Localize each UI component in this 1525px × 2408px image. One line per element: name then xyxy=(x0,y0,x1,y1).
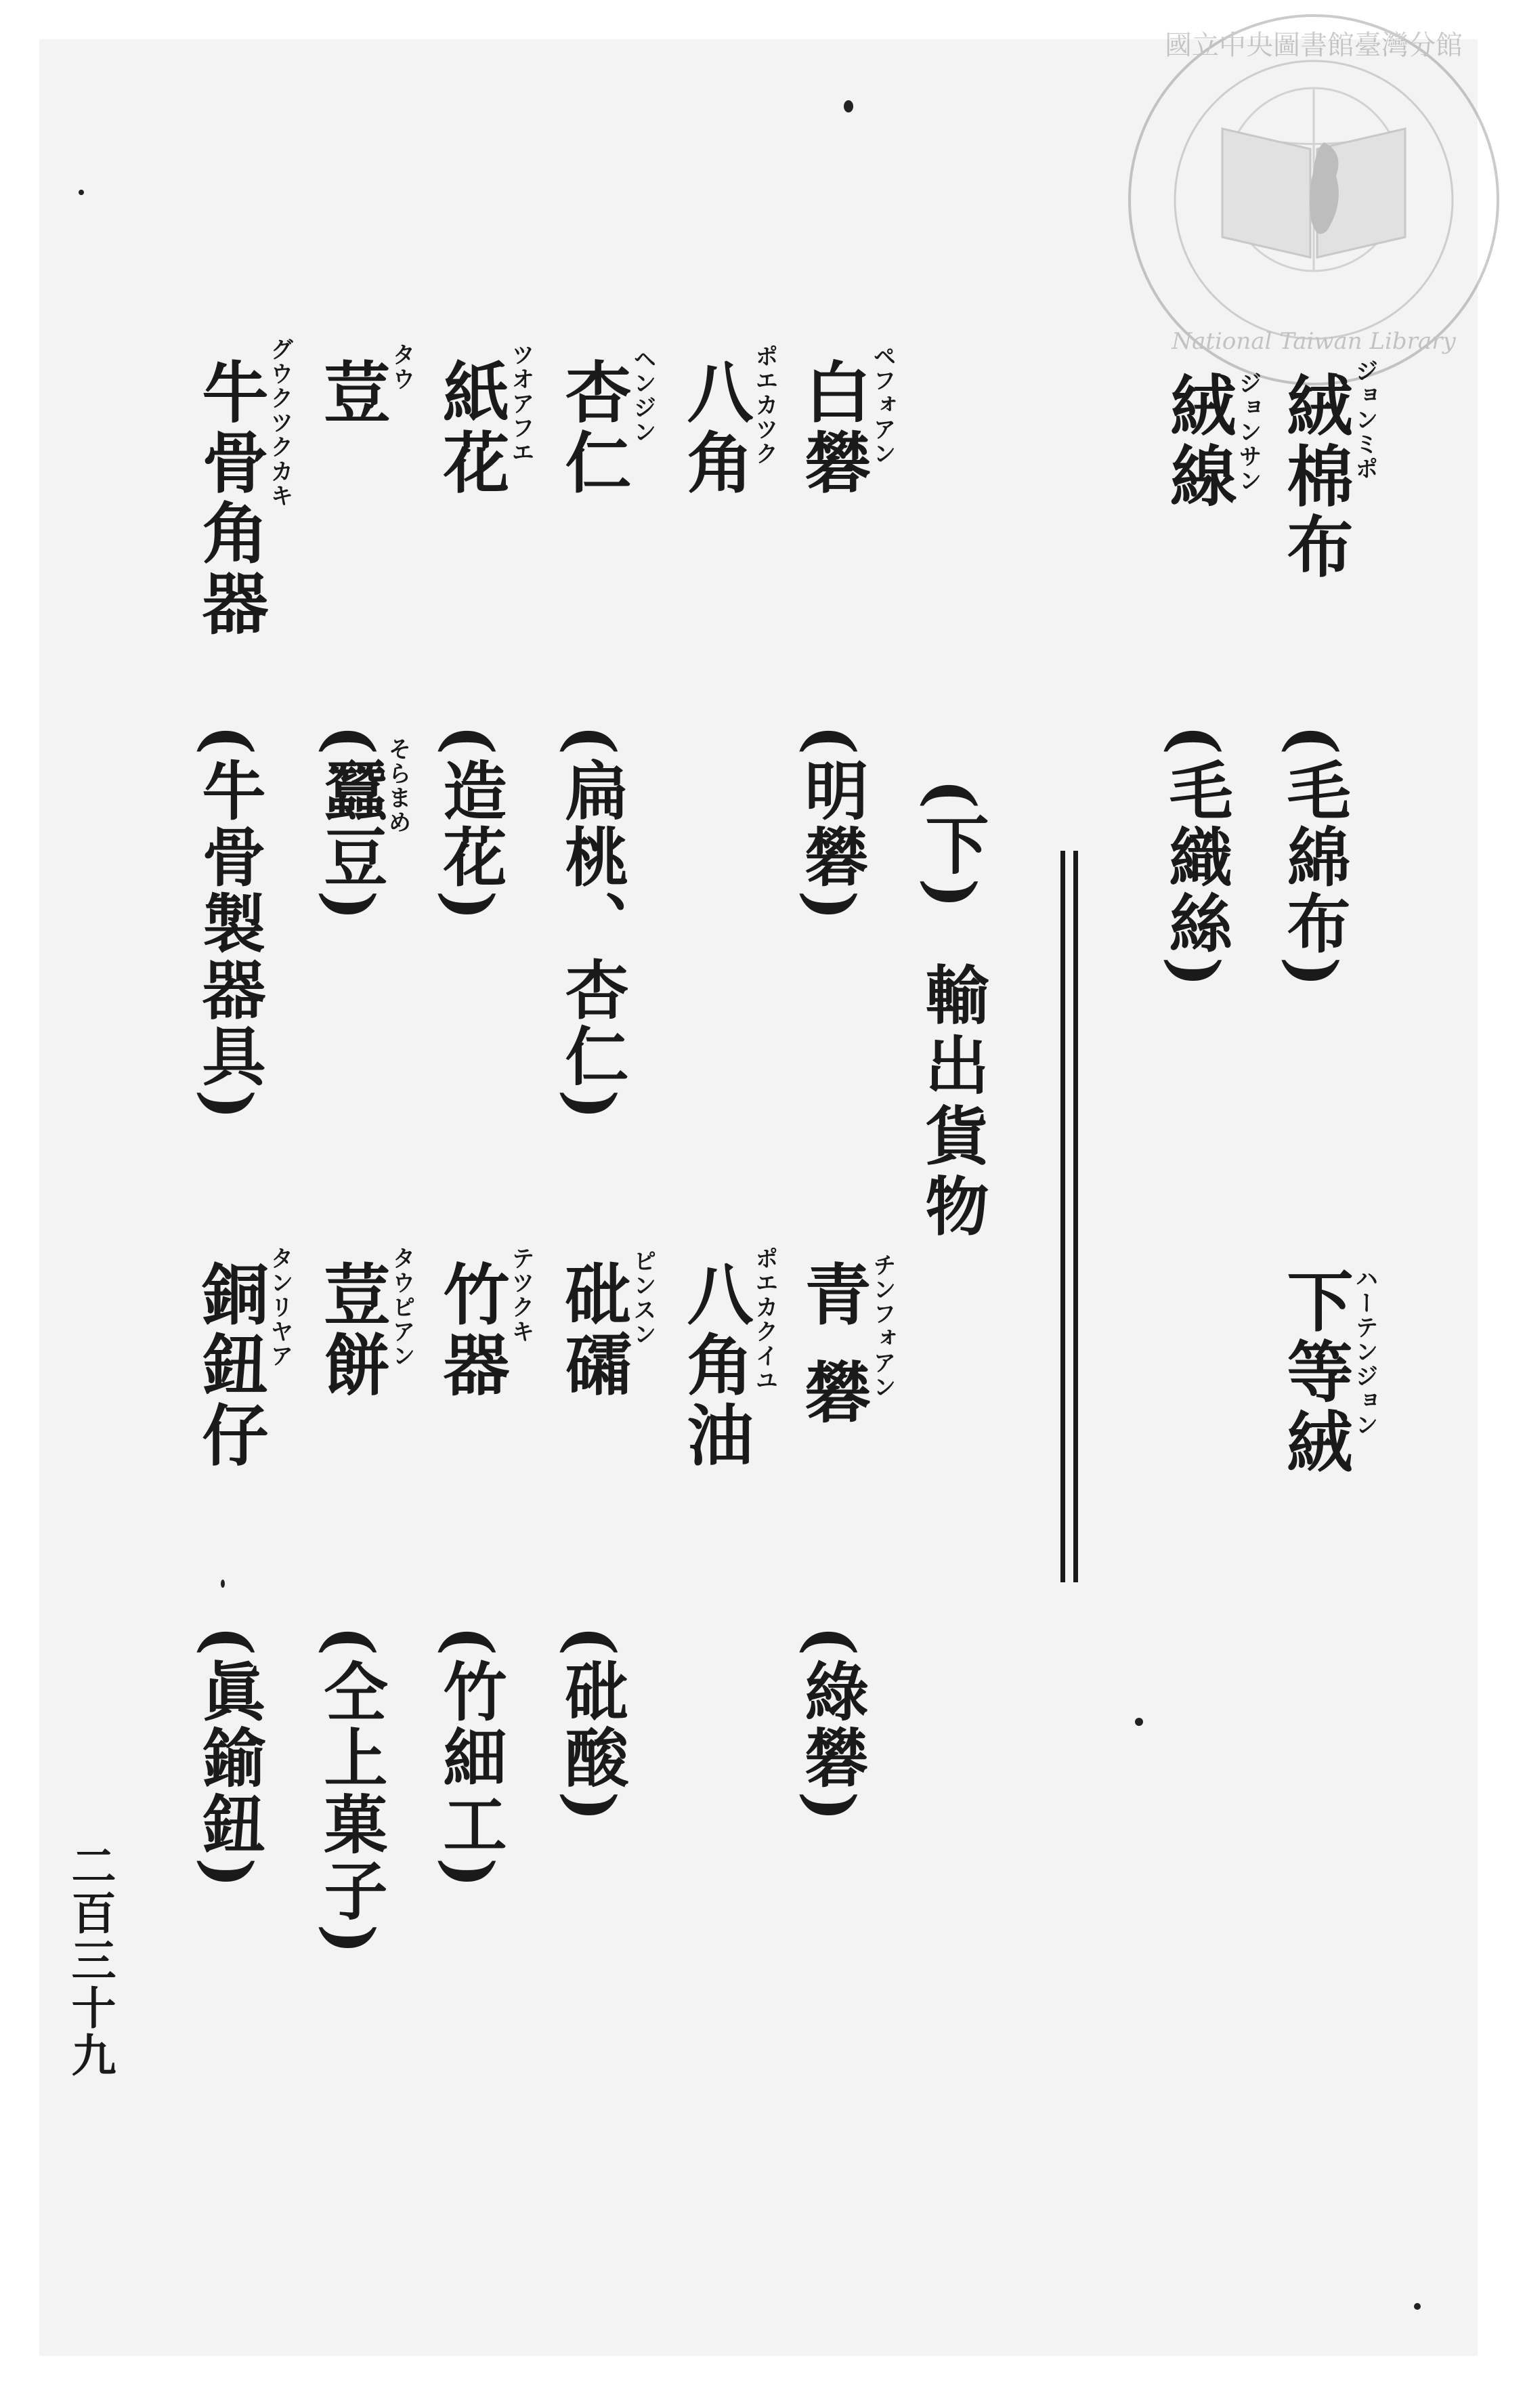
middle-item-7: (牛骨製器具) xyxy=(191,725,265,1122)
scan-speck xyxy=(221,1580,225,1588)
lower-item-1: 下等絨 xyxy=(1276,1267,1354,1478)
lower-paren-2: (砒酸) xyxy=(554,1626,628,1824)
lower-reading-2: チンフォアン xyxy=(869,1253,896,1399)
upper-item-8: 牛骨角器 xyxy=(191,358,269,639)
lower-item-2: 青 礬 xyxy=(794,1260,872,1429)
upper-item-3: 白礬 xyxy=(794,358,872,499)
seal-latin-text: National Taiwan Library xyxy=(1172,328,1456,355)
seal-ring-text: 國立中央圖書館臺灣分館 xyxy=(1165,30,1463,61)
upper-item-4: 八角 xyxy=(676,358,754,499)
lower-reading-6: タウピアン xyxy=(388,1246,415,1368)
scan-speck xyxy=(844,100,853,112)
upper-reading-2: ジョンサン xyxy=(1234,371,1262,493)
section-title: 輸出貨物 xyxy=(914,962,989,1244)
upper-reading-7: タウ xyxy=(388,343,415,392)
section-marker: (下) xyxy=(914,779,989,911)
lower-item-7: 銅鈕仔 xyxy=(191,1260,269,1471)
middle-item-3: (明礬) xyxy=(794,725,868,923)
upper-reading-1: ジョンミポ xyxy=(1351,359,1378,481)
upper-reading-3: ペフォアン xyxy=(869,344,896,466)
library-seal xyxy=(1121,7,1507,393)
middle-item-1: (毛綿布) xyxy=(1276,725,1350,990)
lower-item-5: 竹器 xyxy=(432,1260,510,1401)
scan-speck xyxy=(1135,1718,1143,1726)
middle-item-4: (扁桃、杏仁) xyxy=(554,725,628,1122)
lower-item-3: 八角油 xyxy=(676,1260,754,1471)
scan-speck xyxy=(1414,2303,1421,2310)
lower-reading-5: テツクキ xyxy=(507,1246,534,1344)
lower-reading-3: ポエカクイユ xyxy=(751,1246,778,1393)
lower-item-6: 荳餅 xyxy=(313,1260,391,1401)
middle-item-2: (毛織絲) xyxy=(1158,725,1232,990)
upper-item-1: 絨棉布 xyxy=(1276,371,1354,583)
lower-paren-4: (仝上菓子) xyxy=(313,1626,387,1957)
lower-paren-5: (眞鍮鈕) xyxy=(191,1626,265,1891)
upper-reading-8: グウクツクカキ xyxy=(266,337,293,508)
upper-reading-4: ポエカツク xyxy=(751,344,778,466)
lower-reading-7: タンリヤア xyxy=(266,1246,293,1368)
upper-item-2: 絨線 xyxy=(1159,371,1237,512)
lower-paren-3: (竹細工) xyxy=(432,1626,507,1891)
middle-furigana-sanzu: そらまめ xyxy=(384,737,411,835)
lower-paren-1: (綠礬) xyxy=(794,1626,868,1824)
upper-item-5: 杏仁 xyxy=(554,358,632,499)
lower-item-4: 砒礵 xyxy=(554,1260,632,1401)
middle-item-6: (蠶豆) xyxy=(313,725,387,923)
lower-reading-4: ピンスン xyxy=(629,1249,656,1347)
upper-reading-5: ヘンジン xyxy=(629,347,656,444)
upper-reading-6: ツオアフエ xyxy=(507,343,534,465)
middle-item-5: (造花) xyxy=(432,725,507,923)
lower-reading-1: ハーテンジョン xyxy=(1351,1267,1378,1437)
scan-speck xyxy=(79,190,84,195)
upper-item-6: 紙花 xyxy=(432,358,510,499)
page-number: 二百三十九 xyxy=(64,1842,116,2079)
section-divider-rule xyxy=(1060,851,1078,1582)
upper-item-7: 荳 xyxy=(313,358,391,428)
